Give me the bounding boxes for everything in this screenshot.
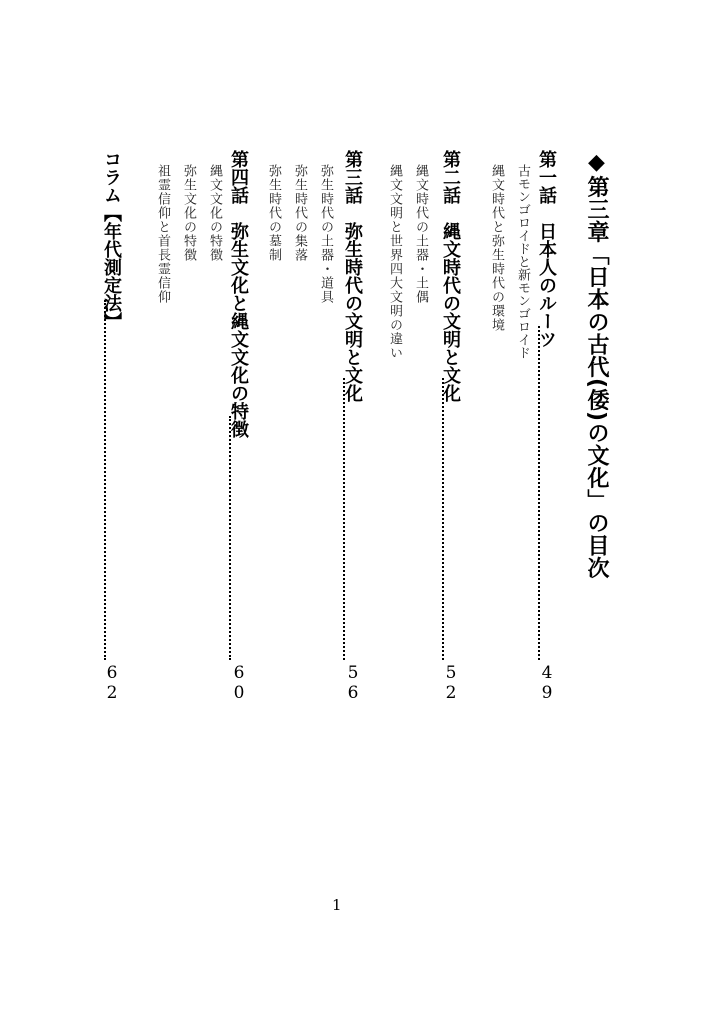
section-heading-1[interactable]: 第一話 日本人のルーツ [536, 150, 557, 348]
subitem: 縄文時代と弥生時代の環境 [489, 164, 504, 332]
subitem: 縄文文明と世界四大文明の違い [387, 164, 402, 360]
section-heading-2[interactable]: 第二話 縄文時代の文明と文化 [440, 150, 461, 402]
subitem: 弥生時代の墓制 [266, 164, 281, 262]
leader-dots [104, 300, 106, 660]
chapter-title: ◆第三章「日本の古代(倭)の文化」の目次 [584, 150, 609, 580]
section-heading-3[interactable]: 第三話 弥生時代の文明と文化 [342, 150, 363, 402]
page-number-5: 62 [102, 663, 122, 703]
leader-dots [229, 416, 231, 660]
footer-page-number: 1 [332, 896, 342, 914]
subitem: 縄文時代の土器・土偶 [413, 164, 428, 304]
subitem: 祖霊信仰と首長霊信仰 [155, 164, 170, 304]
page-number-3: 56 [343, 663, 363, 703]
subitem: 弥生文化の特徴 [181, 164, 196, 262]
column-heading[interactable]: コラム【年代測定法】 [101, 150, 122, 330]
leader-dots [442, 378, 444, 660]
subitem: 縄文文化の特徴 [207, 164, 222, 262]
section-heading-4[interactable]: 第四話 弥生文化と縄文文化の特徴 [228, 150, 249, 438]
page-number-2: 52 [441, 663, 461, 703]
leader-dots [538, 326, 540, 660]
page-number-4: 60 [229, 663, 249, 703]
page-number-1: 49 [537, 663, 557, 703]
subitem: 弥生時代の集落 [292, 164, 307, 262]
leader-dots [343, 378, 345, 660]
subitem: 弥生時代の土器・道具 [318, 164, 333, 304]
subitem: 古モンゴロイドと新モンゴロイド [515, 164, 530, 359]
